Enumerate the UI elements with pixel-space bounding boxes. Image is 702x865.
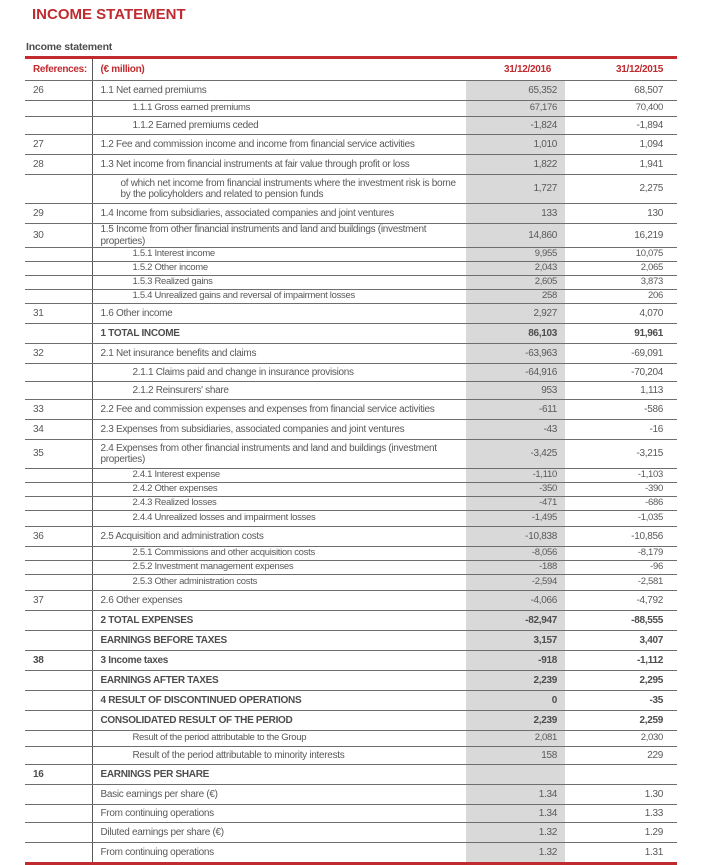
- table-row: [25, 175, 677, 204]
- row-value-2015: 4,070: [565, 304, 677, 324]
- income-statement-table: [25, 56, 677, 865]
- header-references: References:: [25, 58, 92, 81]
- table-row: [25, 591, 677, 611]
- table-row: [25, 843, 677, 864]
- table-row: [25, 324, 677, 344]
- row-value-2015: -69,091: [565, 344, 677, 364]
- row-value-2015: 3,873: [565, 276, 677, 290]
- row-label: 1.5.2 Other income: [92, 262, 466, 276]
- table-row: [25, 382, 677, 400]
- row-value-2016: 86,103: [466, 324, 565, 344]
- row-reference: [25, 511, 92, 527]
- row-label: 1.5.1 Interest income: [92, 248, 466, 262]
- row-label: 1.4 Income from subsidiaries, associated companies and joint ventures: [92, 204, 466, 224]
- row-value-2016: 133: [466, 204, 565, 224]
- row-value-2015: 70,400: [565, 101, 677, 117]
- row-value-2015: 68,507: [565, 81, 677, 101]
- row-reference: 34: [25, 420, 92, 440]
- table-row: [25, 561, 677, 575]
- row-value-2016: -43: [466, 420, 565, 440]
- table-row: [25, 611, 677, 631]
- row-reference: 36: [25, 527, 92, 547]
- row-value-2016: -82,947: [466, 611, 565, 631]
- row-value-2016: -3,425: [466, 440, 565, 469]
- row-reference: 37: [25, 591, 92, 611]
- row-label: Basic earnings per share (€): [92, 785, 466, 805]
- row-label: of which net income from financial instruments where the investment risk is borne by the policyholders and related to pension funds: [92, 175, 466, 204]
- row-reference: [25, 631, 92, 651]
- row-value-2016: 2,081: [466, 731, 565, 747]
- table-row: [25, 547, 677, 561]
- row-value-2015: 2,065: [565, 262, 677, 276]
- row-reference: [25, 248, 92, 262]
- row-value-2016: [466, 765, 565, 785]
- row-reference: [25, 561, 92, 575]
- row-value-2015: 229: [565, 747, 677, 765]
- table-row: [25, 731, 677, 747]
- row-value-2015: 1.29: [565, 823, 677, 843]
- header-period-prior: 31/12/2015: [565, 58, 677, 81]
- table-row: [25, 420, 677, 440]
- row-reference: [25, 483, 92, 497]
- row-reference: [25, 691, 92, 711]
- table-row: [25, 304, 677, 324]
- row-value-2016: 1.34: [466, 785, 565, 805]
- row-reference: 28: [25, 155, 92, 175]
- table-row: [25, 691, 677, 711]
- header-unit: (€ million): [92, 58, 466, 81]
- row-reference: [25, 671, 92, 691]
- row-value-2016: 2,043: [466, 262, 565, 276]
- row-label: CONSOLIDATED RESULT OF THE PERIOD: [92, 711, 466, 731]
- row-label: 1.1 Net earned premiums: [92, 81, 466, 101]
- row-value-2016: 1.32: [466, 823, 565, 843]
- row-value-2016: 158: [466, 747, 565, 765]
- table-row: [25, 631, 677, 651]
- row-value-2015: 2,295: [565, 671, 677, 691]
- row-label: EARNINGS BEFORE TAXES: [92, 631, 466, 651]
- row-reference: [25, 747, 92, 765]
- row-value-2015: 130: [565, 204, 677, 224]
- row-reference: 35: [25, 440, 92, 469]
- row-value-2016: -350: [466, 483, 565, 497]
- row-label: 2.1.2 Reinsurers' share: [92, 382, 466, 400]
- row-value-2015: 1,113: [565, 382, 677, 400]
- row-reference: [25, 324, 92, 344]
- table-row: [25, 344, 677, 364]
- row-value-2015: -8,179: [565, 547, 677, 561]
- row-value-2016: -918: [466, 651, 565, 671]
- row-value-2015: -16: [565, 420, 677, 440]
- row-value-2015: 3,407: [565, 631, 677, 651]
- row-label: 2.4.1 Interest expense: [92, 469, 466, 483]
- row-reference: [25, 101, 92, 117]
- table-row: [25, 117, 677, 135]
- row-reference: [25, 497, 92, 511]
- row-reference: 31: [25, 304, 92, 324]
- row-value-2016: 9,955: [466, 248, 565, 262]
- row-value-2016: 67,176: [466, 101, 565, 117]
- row-value-2016: -64,916: [466, 364, 565, 382]
- row-label: 2.5.2 Investment management expenses: [92, 561, 466, 575]
- row-value-2016: 1,010: [466, 135, 565, 155]
- row-label: 2.4.3 Realized losses: [92, 497, 466, 511]
- row-reference: [25, 364, 92, 382]
- row-value-2015: -686: [565, 497, 677, 511]
- row-label: 2.5.3 Other administration costs: [92, 575, 466, 591]
- row-value-2016: -1,110: [466, 469, 565, 483]
- row-value-2016: 1,822: [466, 155, 565, 175]
- row-reference: 26: [25, 81, 92, 101]
- row-value-2016: -8,056: [466, 547, 565, 561]
- header-period-current: 31/12/2016: [466, 58, 565, 81]
- table-row: [25, 276, 677, 290]
- row-reference: [25, 290, 92, 304]
- row-value-2016: 65,352: [466, 81, 565, 101]
- row-value-2016: 2,239: [466, 711, 565, 731]
- table-row: [25, 400, 677, 420]
- row-reference: [25, 117, 92, 135]
- row-reference: [25, 785, 92, 805]
- row-value-2016: 2,927: [466, 304, 565, 324]
- row-value-2016: 2,605: [466, 276, 565, 290]
- row-value-2016: -471: [466, 497, 565, 511]
- row-reference: 29: [25, 204, 92, 224]
- row-reference: [25, 575, 92, 591]
- row-value-2015: -1,112: [565, 651, 677, 671]
- row-label: From continuing operations: [92, 805, 466, 823]
- table-row: [25, 497, 677, 511]
- table-row: [25, 765, 677, 785]
- table-row: [25, 575, 677, 591]
- row-value-2016: 1.34: [466, 805, 565, 823]
- row-value-2015: 10,075: [565, 248, 677, 262]
- row-value-2015: -586: [565, 400, 677, 420]
- table-row: [25, 248, 677, 262]
- row-value-2016: 0: [466, 691, 565, 711]
- row-value-2016: -4,066: [466, 591, 565, 611]
- table-row: [25, 101, 677, 117]
- row-reference: 30: [25, 224, 92, 248]
- table-row: [25, 711, 677, 731]
- row-value-2015: 16,219: [565, 224, 677, 248]
- row-label: 1.1.1 Gross earned premiums: [92, 101, 466, 117]
- row-value-2016: 953: [466, 382, 565, 400]
- row-value-2016: 258: [466, 290, 565, 304]
- table-row: [25, 290, 677, 304]
- row-label: 2 TOTAL EXPENSES: [92, 611, 466, 631]
- row-value-2015: 1,094: [565, 135, 677, 155]
- table-row: [25, 747, 677, 765]
- row-label: 1.3 Net income from financial instruments at fair value through profit or loss: [92, 155, 466, 175]
- row-value-2015: -10,856: [565, 527, 677, 547]
- row-label: 1.5.4 Unrealized gains and reversal of impairment losses: [92, 290, 466, 304]
- table-row: [25, 823, 677, 843]
- row-label: EARNINGS AFTER TAXES: [92, 671, 466, 691]
- row-value-2015: 206: [565, 290, 677, 304]
- row-value-2016: -1,495: [466, 511, 565, 527]
- row-value-2015: -1,035: [565, 511, 677, 527]
- row-value-2015: 1.33: [565, 805, 677, 823]
- row-label: 2.4.4 Unrealized losses and impairment losses: [92, 511, 466, 527]
- row-label: From continuing operations: [92, 843, 466, 864]
- row-value-2016: 2,239: [466, 671, 565, 691]
- row-label: 2.1 Net insurance benefits and claims: [92, 344, 466, 364]
- row-value-2015: 2,259: [565, 711, 677, 731]
- row-value-2015: -4,792: [565, 591, 677, 611]
- row-label: 2.4 Expenses from other financial instruments and land and buildings (investment properties): [92, 440, 466, 469]
- page-title: INCOME STATEMENT: [32, 6, 186, 23]
- row-reference: [25, 843, 92, 864]
- row-label: EARNINGS PER SHARE: [92, 765, 466, 785]
- row-value-2016: -10,838: [466, 527, 565, 547]
- table-row: [25, 671, 677, 691]
- table-row: [25, 224, 677, 248]
- row-value-2015: [565, 765, 677, 785]
- row-value-2016: 3,157: [466, 631, 565, 651]
- row-reference: [25, 731, 92, 747]
- row-reference: [25, 469, 92, 483]
- row-value-2015: 91,961: [565, 324, 677, 344]
- row-reference: [25, 547, 92, 561]
- row-value-2015: -88,555: [565, 611, 677, 631]
- row-label: 2.1.1 Claims paid and change in insurance provisions: [92, 364, 466, 382]
- row-value-2015: 1,941: [565, 155, 677, 175]
- table-row: [25, 81, 677, 101]
- row-label: Result of the period attributable to minority interests: [92, 747, 466, 765]
- row-value-2015: -35: [565, 691, 677, 711]
- row-label: 2.4.2 Other expenses: [92, 483, 466, 497]
- table-header-row: [25, 58, 677, 81]
- table-row: [25, 785, 677, 805]
- row-reference: 38: [25, 651, 92, 671]
- table-row: [25, 469, 677, 483]
- row-label: 1.6 Other income: [92, 304, 466, 324]
- row-reference: [25, 262, 92, 276]
- row-value-2015: -1,894: [565, 117, 677, 135]
- table-row: [25, 483, 677, 497]
- row-value-2015: 2,275: [565, 175, 677, 204]
- row-reference: [25, 382, 92, 400]
- table-row: [25, 204, 677, 224]
- row-label: 2.2 Fee and commission expenses and expenses from financial service activities: [92, 400, 466, 420]
- row-value-2016: -611: [466, 400, 565, 420]
- row-value-2016: 1,727: [466, 175, 565, 204]
- table-row: [25, 262, 677, 276]
- table-row: [25, 527, 677, 547]
- row-value-2016: -188: [466, 561, 565, 575]
- row-reference: [25, 711, 92, 731]
- row-value-2016: 1.32: [466, 843, 565, 864]
- row-reference: 16: [25, 765, 92, 785]
- row-label: 2.5.1 Commissions and other acquisition costs: [92, 547, 466, 561]
- row-value-2015: 1.30: [565, 785, 677, 805]
- table-row: [25, 440, 677, 469]
- row-label: 1.2 Fee and commission income and income from financial service activities: [92, 135, 466, 155]
- row-value-2016: 14,860: [466, 224, 565, 248]
- row-label: 2.3 Expenses from subsidiaries, associated companies and joint ventures: [92, 420, 466, 440]
- row-value-2015: -2,581: [565, 575, 677, 591]
- row-value-2015: -96: [565, 561, 677, 575]
- table-row: [25, 364, 677, 382]
- row-reference: [25, 276, 92, 290]
- row-reference: 33: [25, 400, 92, 420]
- table-caption: Income statement: [26, 41, 113, 53]
- row-value-2015: 2,030: [565, 731, 677, 747]
- row-reference: 27: [25, 135, 92, 155]
- row-value-2015: -1,103: [565, 469, 677, 483]
- row-reference: [25, 175, 92, 204]
- row-label: 4 RESULT OF DISCONTINUED OPERATIONS: [92, 691, 466, 711]
- table-row: [25, 511, 677, 527]
- table-row: [25, 135, 677, 155]
- row-reference: 32: [25, 344, 92, 364]
- row-value-2015: 1.31: [565, 843, 677, 864]
- row-value-2015: -390: [565, 483, 677, 497]
- row-label: 1.5.3 Realized gains: [92, 276, 466, 290]
- row-label: 2.5 Acquisition and administration costs: [92, 527, 466, 547]
- row-label: Result of the period attributable to the Group: [92, 731, 466, 747]
- row-label: 1.1.2 Earned premiums ceded: [92, 117, 466, 135]
- row-value-2015: -3,215: [565, 440, 677, 469]
- row-value-2016: -63,963: [466, 344, 565, 364]
- row-label: 1.5 Income from other financial instruments and land and buildings (investment properties): [92, 224, 466, 248]
- row-value-2015: -70,204: [565, 364, 677, 382]
- row-reference: [25, 823, 92, 843]
- row-value-2016: -2,594: [466, 575, 565, 591]
- row-label: 2.6 Other expenses: [92, 591, 466, 611]
- row-label: 3 Income taxes: [92, 651, 466, 671]
- row-value-2016: -1,824: [466, 117, 565, 135]
- table-row: [25, 155, 677, 175]
- table-row: [25, 651, 677, 671]
- row-label: Diluted earnings per share (€): [92, 823, 466, 843]
- row-reference: [25, 611, 92, 631]
- row-label: 1 TOTAL INCOME: [92, 324, 466, 344]
